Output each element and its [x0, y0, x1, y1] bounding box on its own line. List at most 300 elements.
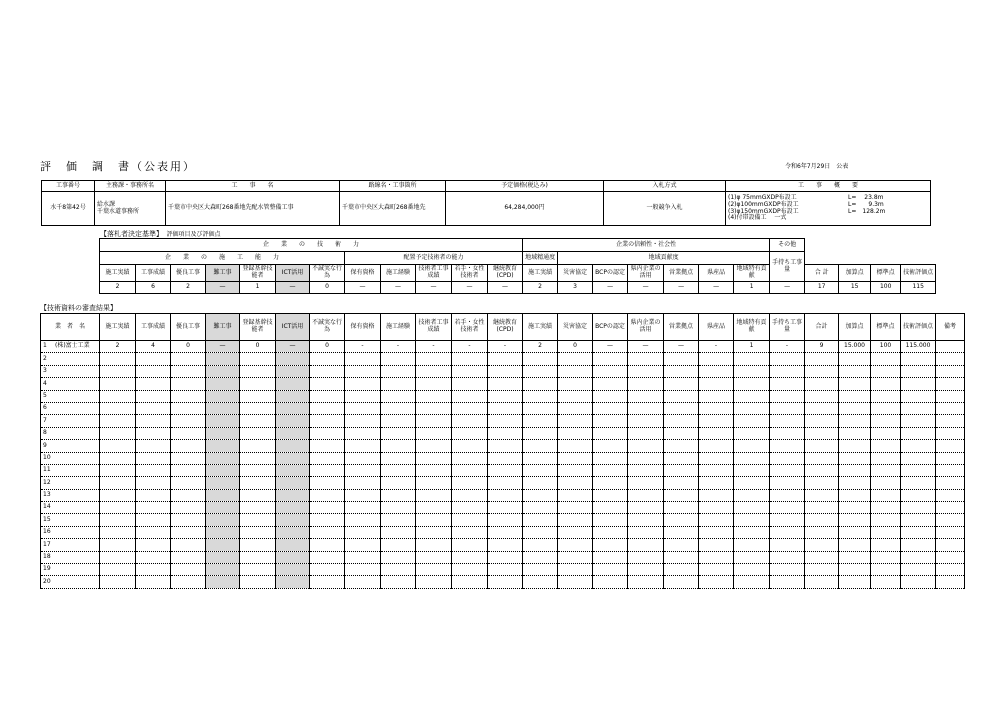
empty-cell [100, 427, 136, 439]
empty-cell [593, 353, 628, 365]
empty-cell [805, 390, 839, 402]
criteria-col: 施工経験 [381, 265, 416, 282]
empty-cell [699, 427, 734, 439]
empty-cell [734, 551, 770, 563]
table-row [41, 564, 965, 576]
project-value-row [42, 192, 931, 226]
empty-cell [558, 353, 593, 365]
empty-cell [276, 489, 310, 501]
empty-cell [452, 489, 488, 501]
empty-cell [136, 353, 171, 365]
empty-cell [936, 365, 965, 377]
empty-cell [136, 502, 171, 514]
outline-line: (3)φ150mmGXDP布設工 L= 128.2m [728, 207, 886, 215]
empty-cell [240, 427, 276, 439]
empty-cell [734, 464, 770, 476]
empty-cell [936, 477, 965, 489]
empty-cell [416, 390, 452, 402]
empty-cell [171, 526, 206, 538]
empty-cell [416, 526, 452, 538]
criteria-col-total: 合 計 [805, 265, 839, 282]
empty-cell [839, 477, 871, 489]
table-row [41, 390, 965, 402]
header-outline: 工 事 概 要 [726, 181, 931, 192]
empty-cell [628, 353, 664, 365]
empty-cell [523, 514, 558, 526]
office-line1: 給水課 [97, 200, 116, 208]
row-number: 16 [41, 526, 100, 538]
criteria-group-reliability: 企業の信頼性・社会性 [523, 239, 770, 252]
empty-cell [805, 526, 839, 538]
empty-cell [100, 502, 136, 514]
empty-cell [901, 365, 936, 377]
empty-cell [416, 539, 452, 551]
empty-cell [240, 415, 276, 427]
empty-cell [523, 576, 558, 588]
empty-cell [901, 415, 936, 427]
results-col-header: 県内企業の活用 [628, 314, 664, 341]
empty-cell [839, 353, 871, 365]
empty-cell [276, 353, 310, 365]
empty-cell [381, 402, 416, 414]
empty-cell [452, 390, 488, 402]
empty-cell [240, 526, 276, 538]
empty-cell [206, 353, 240, 365]
criteria-col: 登録基幹技能者 [240, 265, 276, 282]
results-col-header: 不誠実な行為 [310, 314, 345, 341]
empty-cell [240, 440, 276, 452]
empty-cell [345, 564, 381, 576]
results-col-header: 優良工事 [171, 314, 206, 341]
empty-cell [770, 514, 805, 526]
empty-cell [171, 477, 206, 489]
criteria-sub-engineer: 配置予定技術者の能力 [345, 252, 523, 265]
empty-cell [699, 514, 734, 526]
empty-cell [770, 464, 805, 476]
empty-cell [699, 551, 734, 563]
criteria-value: — [416, 282, 452, 294]
result-value: - [770, 341, 805, 353]
empty-cell [699, 477, 734, 489]
row-number: 11 [41, 464, 100, 476]
empty-cell [136, 402, 171, 414]
empty-cell [416, 514, 452, 526]
table-row [41, 539, 965, 551]
criteria-value: — [628, 282, 664, 294]
results-col-header: 難工事 [206, 314, 240, 341]
empty-cell [901, 564, 936, 576]
results-col-header: 技術者工事成績 [416, 314, 452, 341]
empty-cell [628, 576, 664, 588]
empty-cell [488, 551, 523, 563]
empty-cell [171, 427, 206, 439]
row-number: 2 [41, 353, 100, 365]
criteria-col: BCPの認定 [593, 265, 628, 282]
empty-cell [240, 502, 276, 514]
empty-cell [100, 402, 136, 414]
row-number: 13 [41, 489, 100, 501]
empty-cell [171, 576, 206, 588]
empty-cell [664, 452, 699, 464]
row-number: 17 [41, 539, 100, 551]
empty-cell [871, 427, 901, 439]
empty-cell [523, 427, 558, 439]
table-row [41, 440, 965, 452]
table-row [41, 502, 965, 514]
empty-cell [901, 353, 936, 365]
empty-cell [901, 526, 936, 538]
empty-cell [310, 378, 345, 390]
empty-cell [488, 477, 523, 489]
empty-cell [310, 489, 345, 501]
project-outline [726, 192, 931, 226]
empty-cell [839, 427, 871, 439]
results-col-header: 県産品 [699, 314, 734, 341]
empty-cell [558, 502, 593, 514]
empty-cell [558, 477, 593, 489]
empty-cell [276, 365, 310, 377]
empty-cell [558, 489, 593, 501]
empty-cell [770, 427, 805, 439]
empty-cell [206, 378, 240, 390]
row-number: 15 [41, 514, 100, 526]
empty-cell [699, 415, 734, 427]
empty-cell [310, 452, 345, 464]
results-col-header: 営業拠点 [664, 314, 699, 341]
empty-cell [901, 402, 936, 414]
criteria-col: 県産品 [699, 265, 734, 282]
empty-cell [628, 402, 664, 414]
empty-cell [276, 539, 310, 551]
result-value: — [664, 341, 699, 353]
result-value: 115.000 [901, 341, 936, 353]
result-value: 2 [100, 341, 136, 353]
empty-cell [345, 402, 381, 414]
empty-cell [901, 427, 936, 439]
empty-cell [416, 564, 452, 576]
empty-cell [664, 427, 699, 439]
results-col-header: 標準点 [871, 314, 901, 341]
empty-cell [240, 551, 276, 563]
empty-cell [452, 440, 488, 452]
empty-cell [734, 365, 770, 377]
criteria-col: 災害協定 [558, 265, 593, 282]
empty-cell [699, 489, 734, 501]
empty-cell [136, 526, 171, 538]
empty-cell [416, 365, 452, 377]
empty-cell [805, 440, 839, 452]
project-info-table [41, 180, 931, 226]
criteria-col: ICT活用 [276, 265, 310, 282]
empty-cell [839, 564, 871, 576]
empty-cell [416, 551, 452, 563]
empty-cell [901, 502, 936, 514]
empty-cell [310, 390, 345, 402]
empty-cell [452, 378, 488, 390]
empty-cell [734, 576, 770, 588]
empty-cell [901, 452, 936, 464]
table-row [41, 365, 965, 377]
empty-cell [558, 402, 593, 414]
empty-cell [416, 576, 452, 588]
criteria-group-technical: 企 業 の 技 術 力 [100, 239, 523, 252]
criteria-sub-construction: 企 業 の 施 工 能 力 [100, 252, 345, 265]
empty-cell [276, 378, 310, 390]
empty-cell [381, 564, 416, 576]
empty-cell [936, 390, 965, 402]
criteria-value: 15 [839, 282, 871, 294]
empty-cell [452, 415, 488, 427]
result-value: 2 [523, 341, 558, 353]
empty-cell [699, 452, 734, 464]
empty-cell [770, 378, 805, 390]
empty-cell [276, 477, 310, 489]
empty-cell [770, 365, 805, 377]
empty-cell [734, 378, 770, 390]
empty-cell [416, 353, 452, 365]
empty-cell [345, 514, 381, 526]
empty-cell [488, 452, 523, 464]
results-table [40, 313, 965, 589]
empty-cell [171, 564, 206, 576]
empty-cell [206, 365, 240, 377]
result-value: - [381, 341, 416, 353]
empty-cell [488, 365, 523, 377]
empty-cell [276, 440, 310, 452]
result-value: — [628, 341, 664, 353]
empty-cell [206, 427, 240, 439]
empty-cell [100, 489, 136, 501]
results-col-header: 手持ち工事量 [770, 314, 805, 341]
criteria-col-standard: 標準点 [871, 265, 901, 282]
empty-cell [936, 452, 965, 464]
empty-cell [839, 452, 871, 464]
empty-cell [488, 402, 523, 414]
empty-cell [628, 514, 664, 526]
office-line2: 千葉水道事務所 [97, 207, 140, 215]
criteria-value: 115 [901, 282, 936, 294]
empty-cell [628, 427, 664, 439]
empty-cell [310, 402, 345, 414]
row-number: 12 [41, 477, 100, 489]
empty-cell [452, 514, 488, 526]
criteria-value: 2 [100, 282, 136, 294]
results-col-header: 施工実績 [100, 314, 136, 341]
empty-cell [936, 464, 965, 476]
empty-cell [734, 390, 770, 402]
empty-cell [240, 576, 276, 588]
empty-cell [206, 502, 240, 514]
empty-cell [171, 551, 206, 563]
results-col-header: 施工経験 [381, 314, 416, 341]
empty-cell [523, 464, 558, 476]
empty-cell [871, 477, 901, 489]
empty-cell [593, 378, 628, 390]
empty-cell [628, 415, 664, 427]
empty-cell [488, 415, 523, 427]
empty-cell [381, 477, 416, 489]
empty-cell [276, 464, 310, 476]
empty-cell [523, 564, 558, 576]
empty-cell [523, 365, 558, 377]
empty-cell [452, 365, 488, 377]
empty-cell [936, 526, 965, 538]
empty-cell [100, 365, 136, 377]
empty-cell [593, 464, 628, 476]
empty-cell [136, 564, 171, 576]
result-value: - [345, 341, 381, 353]
results-col-header: BCPの認定 [593, 314, 628, 341]
project-method: 一般競争入札 [604, 192, 726, 226]
empty-cell [136, 539, 171, 551]
empty-cell [416, 415, 452, 427]
empty-cell [871, 365, 901, 377]
empty-cell [664, 464, 699, 476]
empty-cell [136, 477, 171, 489]
empty-cell [664, 564, 699, 576]
empty-cell [136, 514, 171, 526]
table-row [41, 464, 965, 476]
empty-cell [381, 378, 416, 390]
empty-cell [936, 427, 965, 439]
empty-cell [345, 440, 381, 452]
empty-cell [664, 402, 699, 414]
empty-cell [664, 415, 699, 427]
empty-cell [839, 514, 871, 526]
empty-cell [628, 526, 664, 538]
empty-cell [381, 440, 416, 452]
empty-cell [381, 365, 416, 377]
empty-cell [770, 415, 805, 427]
empty-cell [593, 452, 628, 464]
empty-cell [558, 514, 593, 526]
result-value: — [276, 341, 310, 353]
empty-cell [593, 427, 628, 439]
empty-cell [310, 526, 345, 538]
empty-cell [593, 514, 628, 526]
empty-cell [310, 427, 345, 439]
empty-cell [628, 452, 664, 464]
empty-cell [523, 390, 558, 402]
empty-cell [100, 390, 136, 402]
empty-cell [664, 514, 699, 526]
empty-cell [452, 353, 488, 365]
criteria-value: — [593, 282, 628, 294]
empty-cell [276, 502, 310, 514]
empty-cell [664, 576, 699, 588]
empty-cell [100, 452, 136, 464]
empty-cell [100, 514, 136, 526]
empty-cell [523, 489, 558, 501]
empty-cell [171, 514, 206, 526]
empty-cell [558, 415, 593, 427]
empty-cell [206, 402, 240, 414]
empty-cell [488, 502, 523, 514]
empty-cell [593, 526, 628, 538]
empty-cell [901, 514, 936, 526]
outline-line: (4)付帯設備工 一式 [728, 214, 787, 222]
empty-cell [240, 353, 276, 365]
empty-cell [839, 378, 871, 390]
contractor-name-cell [41, 341, 100, 353]
empty-cell [699, 365, 734, 377]
row-number: 19 [41, 564, 100, 576]
criteria-value: 100 [871, 282, 901, 294]
empty-cell [936, 564, 965, 576]
empty-cell [871, 551, 901, 563]
empty-cell [805, 502, 839, 514]
empty-cell [523, 452, 558, 464]
empty-cell [734, 440, 770, 452]
criteria-value: — [452, 282, 488, 294]
empty-cell [345, 526, 381, 538]
empty-cell [628, 489, 664, 501]
empty-cell [240, 477, 276, 489]
result-value: 0 [310, 341, 345, 353]
results-col-header: 若手・女性技術者 [452, 314, 488, 341]
empty-cell [664, 551, 699, 563]
result-value: 100 [871, 341, 901, 353]
empty-cell [664, 526, 699, 538]
results-col-header: 加算点 [839, 314, 871, 341]
empty-cell [345, 551, 381, 563]
empty-cell [936, 576, 965, 588]
empty-cell [452, 427, 488, 439]
table-row [41, 341, 965, 353]
result-value: 0 [558, 341, 593, 353]
empty-cell [593, 477, 628, 489]
header-office: 主務課・事務所名 [95, 181, 166, 192]
empty-cell [452, 539, 488, 551]
empty-cell [699, 464, 734, 476]
empty-cell [276, 576, 310, 588]
empty-cell [901, 390, 936, 402]
empty-cell [734, 415, 770, 427]
empty-cell [664, 353, 699, 365]
empty-cell [699, 378, 734, 390]
results-col-header: 災害協定 [558, 314, 593, 341]
empty-cell [381, 551, 416, 563]
empty-cell [558, 440, 593, 452]
empty-cell [901, 489, 936, 501]
criteria-col: 不誠実な行為 [310, 265, 345, 282]
empty-cell [345, 489, 381, 501]
empty-cell [558, 464, 593, 476]
empty-cell [805, 415, 839, 427]
empty-cell [452, 576, 488, 588]
empty-cell [381, 489, 416, 501]
empty-cell [871, 464, 901, 476]
empty-cell [310, 551, 345, 563]
empty-cell [871, 378, 901, 390]
empty-cell [936, 415, 965, 427]
empty-cell [381, 514, 416, 526]
results-col-header: 登録基幹技能者 [240, 314, 276, 341]
empty-cell [770, 452, 805, 464]
criteria-value: 1 [734, 282, 770, 294]
empty-cell [805, 477, 839, 489]
empty-cell [805, 452, 839, 464]
row-number: 1 [43, 342, 47, 350]
empty-cell [416, 402, 452, 414]
header-method: 入札方式 [604, 181, 726, 192]
empty-cell [664, 539, 699, 551]
result-value: 0 [240, 341, 276, 353]
empty-cell [936, 489, 965, 501]
empty-cell [871, 353, 901, 365]
criteria-col: 優良工事 [171, 265, 206, 282]
empty-cell [345, 502, 381, 514]
